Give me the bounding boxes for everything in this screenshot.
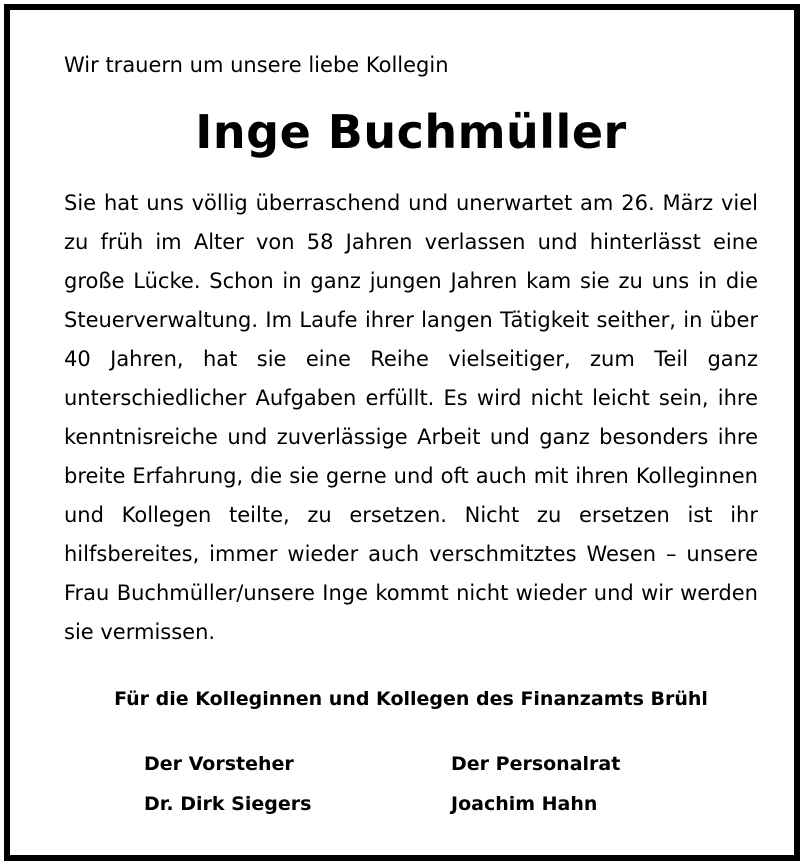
closing-line: Für die Kolleginnen und Kollegen des Finanzamts Brühl [114,688,708,710]
obituary-body: Sie hat uns völlig überraschend und unerwartet am 26. März viel zu früh im Alter von 58 Jahren verlassen und hinterlässt eine große Lücke. Schon in ganz jungen Jahren kam sie zu uns in die Steuerverwaltung. Im Laufe ihrer langen Tätigkeit seither, in über 40 Jahren, hat sie eine Reihe vielseitiger, zum Teil ganz unterschiedlicher Aufgaben erfüllt. Es wird nicht leicht sein, ihre kenntnisreiche und zuverlässige Arbeit und ganz besonders ihre breite Erfahrung, die sie gerne und oft auch mit ihren Kolleginnen und Kollegen teilte, zu ersetzen. Nicht zu ersetzen ist ihr hilfsbereites, immer wieder auch verschmitztes Wesen – unsere Frau Buchmüller/unsere Inge kommt nicht wieder und wir werden sie vermissen. [64,191,758,644]
signature-role: Der Vorsteher [144,753,294,775]
obituary-frame [4,4,800,861]
deceased-name: Inge Buchmüller [195,105,627,159]
obituary-content [64,50,758,824]
signature-right [451,744,758,824]
intro-text: Wir trauern um unsere liebe Kollegin [64,53,449,77]
signature-name: Dr. Dirk Siegers [144,793,312,815]
signature-name: Joachim Hahn [451,793,598,815]
signature-role: Der Personalrat [451,753,621,775]
signatures [64,744,758,824]
signature-left [64,744,451,824]
